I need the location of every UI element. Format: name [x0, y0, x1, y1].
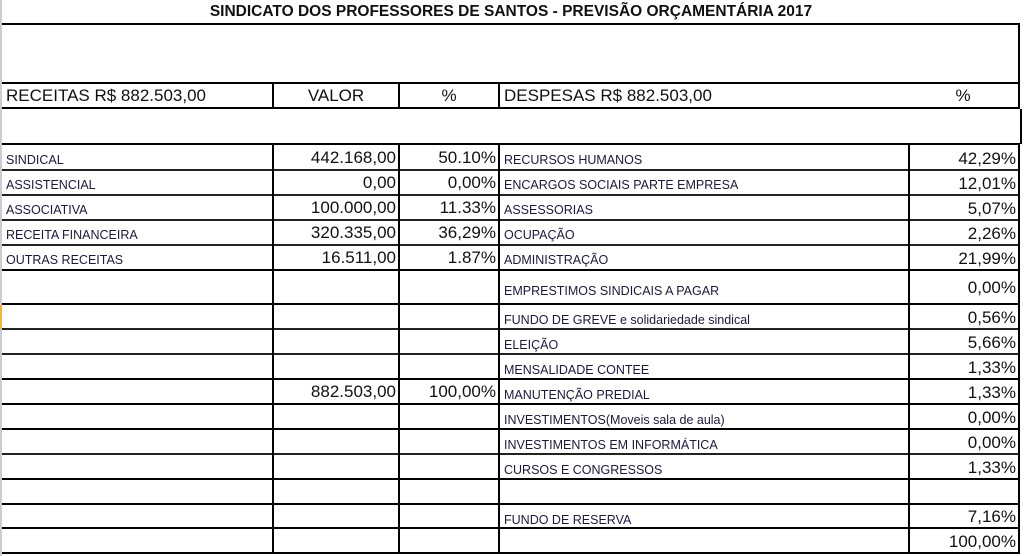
receita-valor[interactable]: 442.168,00 — [310, 148, 396, 167]
receita-total-valor[interactable]: 882.503,00 — [310, 382, 396, 401]
receita-pct[interactable]: 50.10% — [438, 148, 496, 167]
header-pct[interactable]: % — [398, 84, 498, 107]
receita-valor[interactable]: 0,00 — [362, 173, 396, 192]
despesa-label[interactable]: RECURSOS HUMANOS — [504, 153, 643, 167]
receita-label[interactable]: OUTRAS RECEITAS — [6, 253, 124, 267]
header-despesas-pct[interactable]: % — [908, 84, 1020, 107]
despesa-pct[interactable]: 1,33% — [967, 383, 1016, 402]
despesa-pct[interactable]: 5,66% — [967, 333, 1016, 352]
despesa-label[interactable]: CURSOS E CONGRESSOS — [504, 463, 663, 477]
empty-cell[interactable] — [2, 528, 272, 553]
empty-cell[interactable] — [2, 354, 272, 379]
despesa-pct[interactable]: 0,00% — [967, 408, 1016, 427]
receita-pct[interactable]: 0,00% — [447, 173, 496, 192]
empty-cell[interactable] — [400, 270, 498, 304]
table-row — [2, 145, 1020, 170]
header-valor[interactable]: VALOR — [272, 84, 398, 107]
table-row — [2, 354, 1020, 379]
despesa-pct[interactable]: 12,01% — [958, 174, 1016, 193]
despesa-label[interactable]: MENSALIDADE CONTEE — [504, 363, 650, 377]
receita-label[interactable]: SINDICAL — [6, 153, 64, 167]
despesa-label[interactable]: OCUPAÇÃO — [504, 228, 575, 242]
empty-cell[interactable] — [400, 479, 498, 504]
despesa-pct[interactable]: 5,07% — [967, 199, 1016, 218]
despesa-label[interactable] — [500, 528, 906, 553]
grid-line — [2, 552, 1020, 554]
despesa-label[interactable]: ASSESSORIAS — [504, 203, 593, 217]
header-row — [2, 82, 1020, 109]
receita-pct[interactable]: 36,29% — [438, 223, 496, 242]
despesa-pct[interactable]: 1,33% — [967, 358, 1016, 377]
empty-cell[interactable] — [274, 329, 398, 354]
empty-cell[interactable] — [2, 454, 272, 479]
despesa-pct[interactable] — [910, 479, 1018, 504]
empty-cell[interactable] — [274, 479, 398, 504]
table-row — [2, 195, 1020, 220]
receita-valor[interactable]: 100.000,00 — [310, 198, 396, 217]
table-row — [2, 270, 1020, 304]
despesa-pct[interactable]: 1,33% — [967, 458, 1016, 477]
table-row — [2, 329, 1020, 354]
table-row — [2, 454, 1020, 479]
blank-row[interactable] — [2, 109, 1022, 144]
despesa-label[interactable]: FUNDO DE GREVE e solidariedade sindical — [504, 313, 750, 327]
empty-cell[interactable] — [274, 429, 398, 454]
despesa-pct[interactable]: 0,00% — [967, 433, 1016, 452]
empty-cell[interactable] — [400, 454, 498, 479]
empty-cell[interactable] — [274, 404, 398, 429]
despesa-label[interactable]: ADMINISTRAÇÃO — [504, 253, 609, 267]
despesa-pct[interactable]: 21,99% — [958, 249, 1016, 268]
empty-cell[interactable] — [400, 504, 498, 528]
empty-cell[interactable] — [2, 304, 272, 329]
receita-valor[interactable]: 16.511,00 — [321, 248, 396, 267]
table-row — [2, 220, 1020, 245]
receita-pct[interactable]: 11.33% — [439, 198, 496, 217]
empty-cell[interactable] — [400, 354, 498, 379]
grid-line — [1018, 143, 1020, 554]
empty-cell[interactable] — [400, 304, 498, 329]
empty-cell[interactable] — [2, 479, 272, 504]
receita-pct[interactable]: 1.87% — [447, 248, 496, 267]
despesa-label[interactable] — [500, 479, 906, 504]
grid-line — [498, 143, 500, 554]
despesa-pct[interactable]: 100,00% — [948, 532, 1016, 551]
table-row — [2, 304, 1020, 329]
empty-cell[interactable] — [2, 429, 272, 454]
empty-cell[interactable] — [274, 354, 398, 379]
despesa-label[interactable]: ENCARGOS SOCIAIS PARTE EMPRESA — [504, 178, 739, 192]
receita-label[interactable] — [2, 379, 272, 404]
header-receitas[interactable]: RECEITAS R$ 882.503,00 — [6, 86, 207, 105]
header-despesas[interactable]: DESPESAS R$ 882.503,00 — [498, 84, 908, 107]
empty-cell[interactable] — [274, 270, 398, 304]
receita-valor[interactable]: 320.335,00 — [310, 223, 396, 242]
receita-label[interactable]: ASSOCIATIVA — [6, 203, 88, 217]
grid-line — [272, 143, 274, 554]
empty-cell[interactable] — [274, 304, 398, 329]
receita-label[interactable]: RECEITA FINANCEIRA — [6, 228, 138, 242]
empty-cell[interactable] — [400, 404, 498, 429]
despesa-pct[interactable]: 2,26% — [967, 224, 1016, 243]
receita-total-pct[interactable]: 100,00% — [428, 382, 496, 401]
table-row — [2, 504, 1020, 528]
despesa-pct[interactable]: 0,56% — [967, 308, 1016, 327]
empty-cell[interactable] — [400, 528, 498, 553]
table-row — [2, 528, 1020, 553]
despesa-label[interactable]: FUNDO DE RESERVA — [504, 513, 632, 527]
empty-cell[interactable] — [400, 329, 498, 354]
empty-cell[interactable] — [2, 504, 272, 528]
despesa-label[interactable]: INVESTIMENTOS(Moveis sala de aula) — [504, 413, 725, 427]
empty-cell[interactable] — [2, 329, 272, 354]
empty-cell[interactable] — [2, 404, 272, 429]
sheet-title: SINDICATO DOS PROFESSORES DE SANTOS - PREVISÃO ORÇAMENTÁRIA 2017 — [2, 0, 1020, 25]
table-row — [2, 170, 1020, 195]
blank-row[interactable] — [2, 25, 1020, 82]
table-row — [2, 379, 1020, 404]
grid-line — [908, 143, 910, 554]
despesa-label[interactable]: INVESTIMENTOS EM INFORMÁTICA — [504, 438, 718, 452]
receita-label[interactable]: ASSISTENCIAL — [6, 178, 96, 192]
empty-cell[interactable] — [274, 454, 398, 479]
empty-cell[interactable] — [400, 429, 498, 454]
table-row — [2, 479, 1020, 504]
despesa-pct[interactable]: 7,16% — [967, 507, 1016, 526]
despesa-label[interactable]: ELEIÇÃO — [504, 338, 559, 352]
table-row — [2, 404, 1020, 429]
table-row — [2, 429, 1020, 454]
grid-line — [398, 143, 400, 554]
empty-cell[interactable] — [274, 504, 398, 528]
despesa-pct[interactable]: 0,00% — [967, 278, 1016, 297]
empty-cell[interactable] — [2, 270, 272, 304]
table-row — [2, 245, 1020, 270]
despesa-label[interactable]: MANUTENÇÃO PREDIAL — [504, 388, 650, 402]
despesa-pct[interactable]: 42,29% — [958, 149, 1016, 168]
empty-cell[interactable] — [274, 528, 398, 553]
despesa-label[interactable]: EMPRESTIMOS SINDICAIS A PAGAR — [504, 284, 720, 298]
